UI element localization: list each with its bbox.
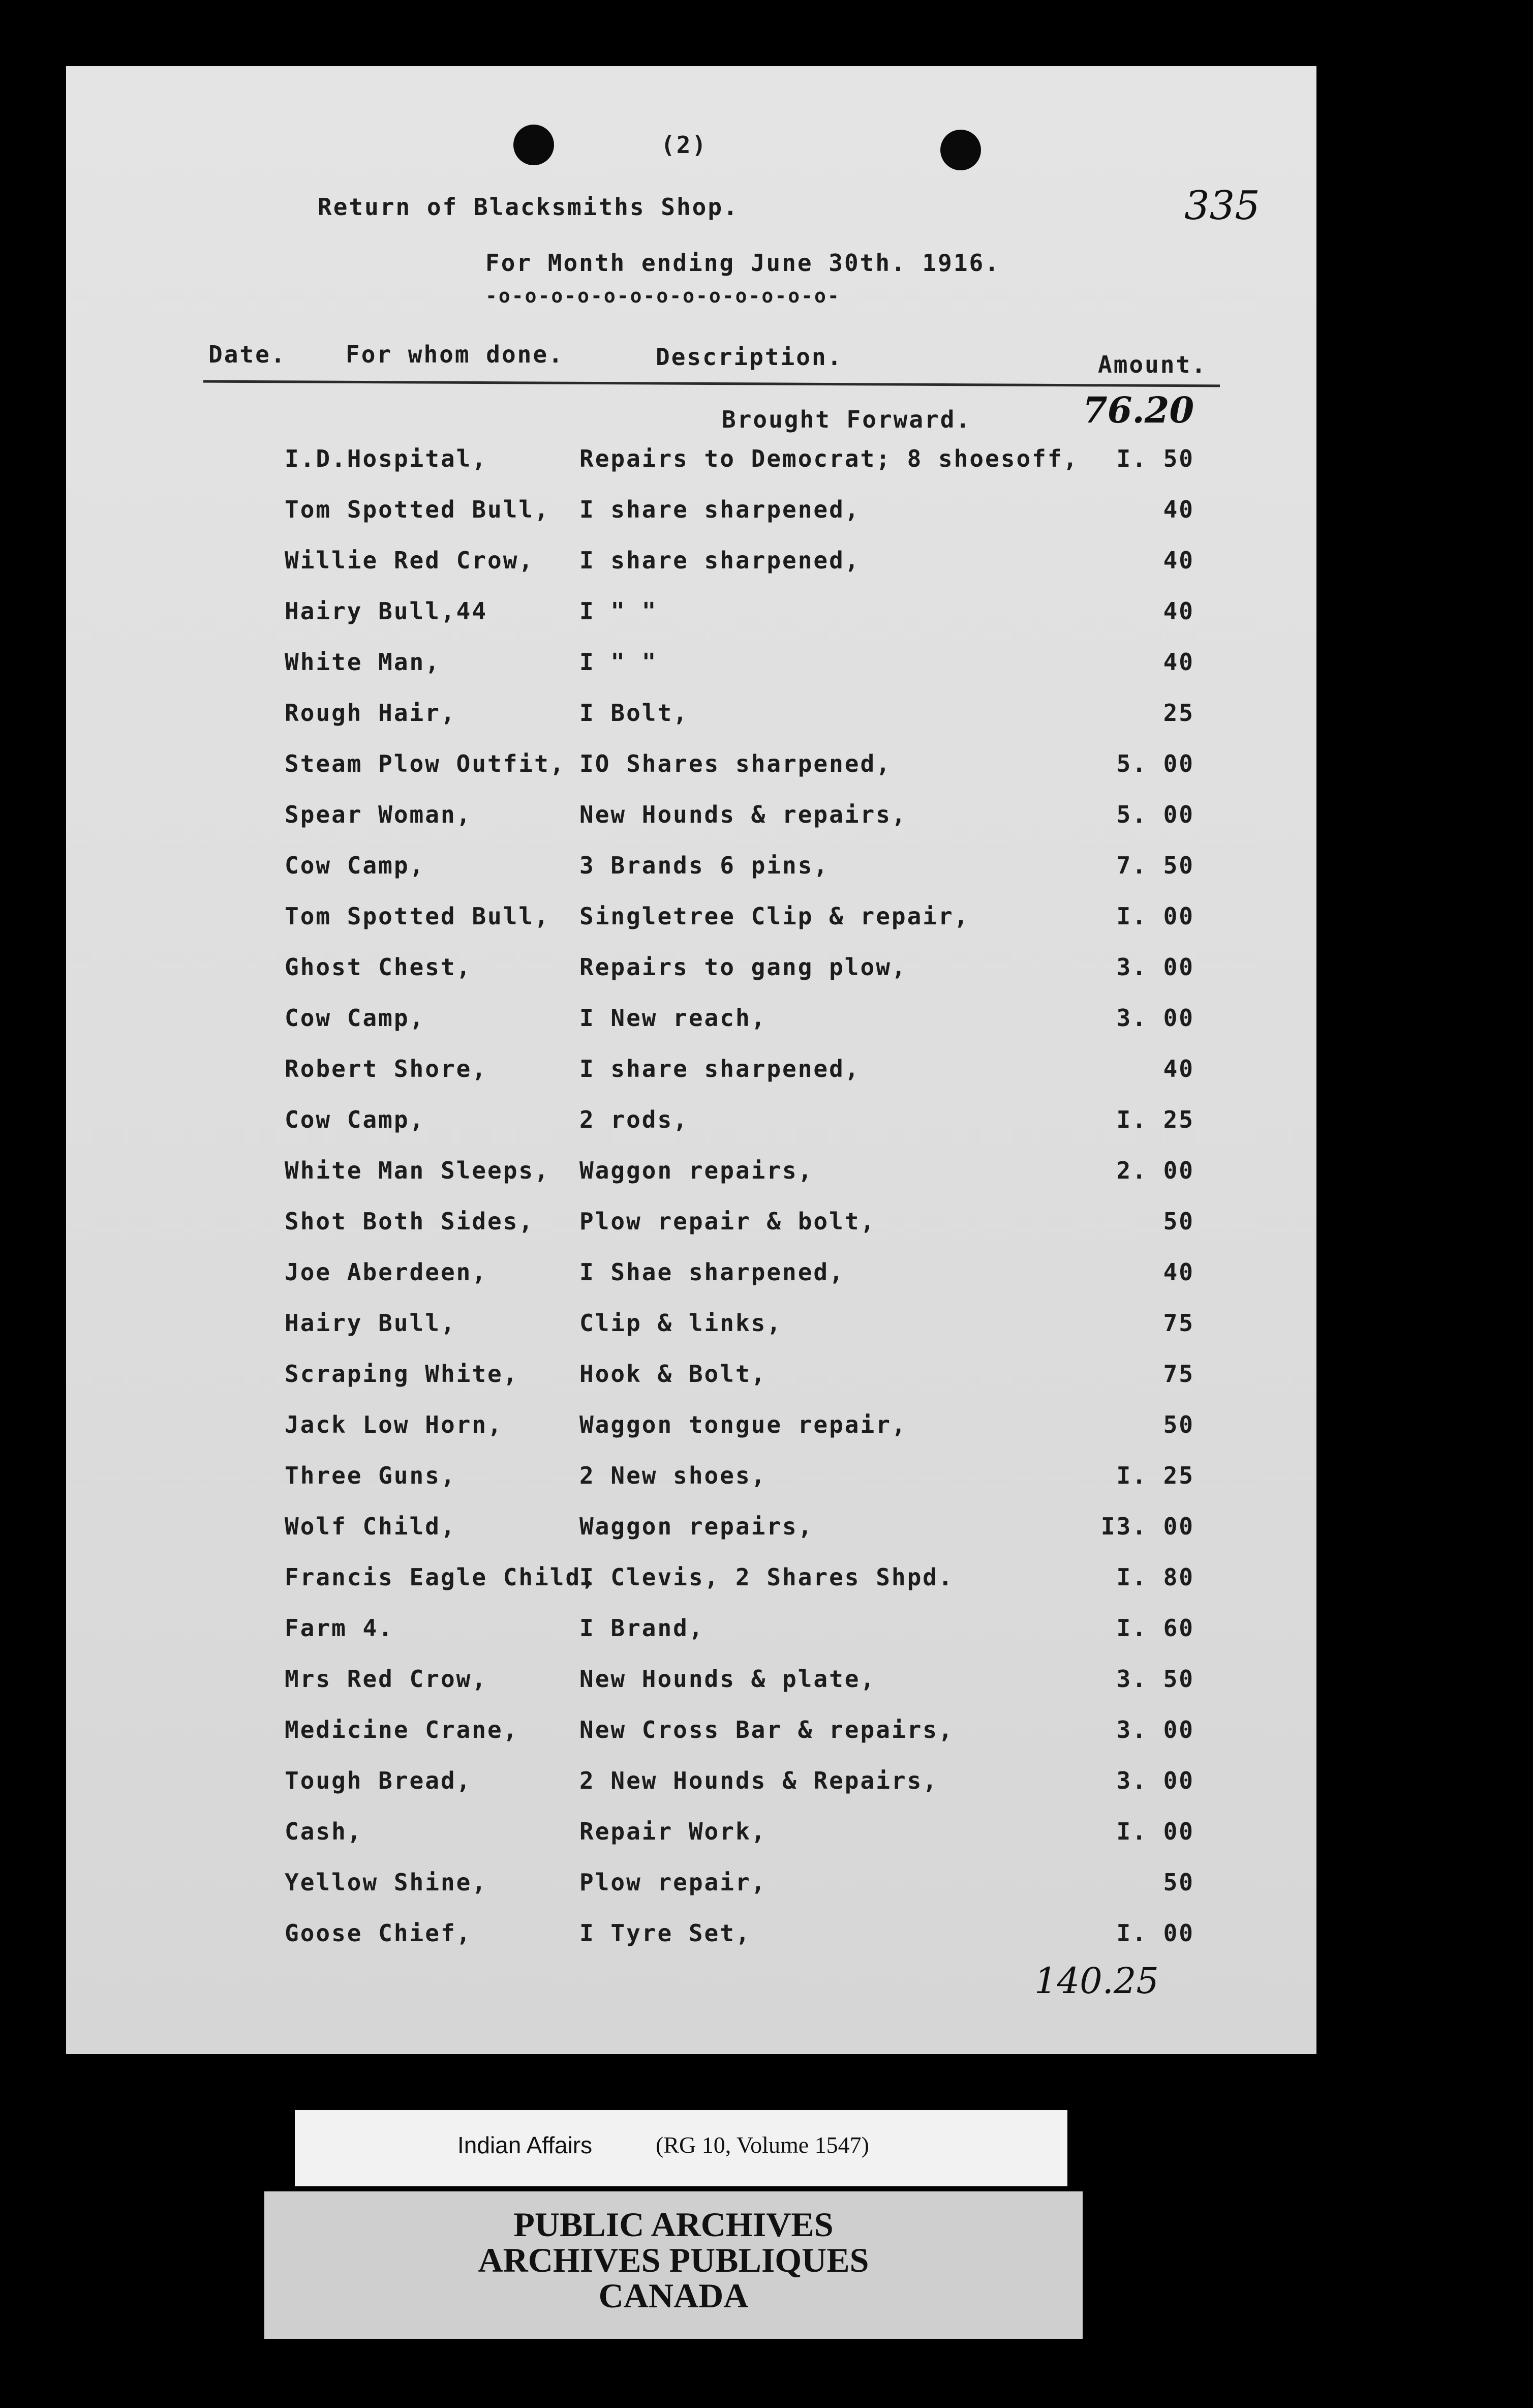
row-amount: 50	[1163, 1411, 1194, 1438]
row-name: Ghost Chest,	[285, 953, 472, 981]
brought-forward-amount: 76.20	[1083, 389, 1194, 431]
row-description: Waggon repairs,	[579, 1157, 814, 1184]
table-row	[66, 801, 1316, 831]
row-amount: I. 00	[1116, 1818, 1194, 1845]
row-name: Joe Aberdeen,	[285, 1258, 488, 1286]
handwritten-total: 140.25	[1034, 1960, 1159, 2002]
row-amount: I. 00	[1116, 1919, 1194, 1947]
row-description: I share sharpened,	[579, 547, 861, 574]
row-name: Willie Red Crow,	[285, 547, 535, 574]
table-row	[66, 445, 1316, 475]
row-name: White Man,	[285, 648, 441, 676]
row-description: I Clevis, 2 Shares Shpd.	[579, 1563, 954, 1591]
row-description: 2 rods,	[579, 1106, 689, 1133]
row-amount: 40	[1163, 597, 1194, 625]
table-row	[66, 1157, 1316, 1187]
row-description: I " "	[579, 597, 658, 625]
table-row	[66, 852, 1316, 882]
row-description: Hook & Bolt,	[579, 1360, 767, 1388]
row-description: I Tyre Set,	[579, 1919, 751, 1947]
row-name: White Man Sleeps,	[285, 1157, 550, 1184]
row-name: Cow Camp,	[285, 1106, 425, 1133]
table-row	[66, 1004, 1316, 1035]
page-number: (2)	[661, 131, 708, 159]
table-row	[66, 953, 1316, 984]
row-name: Wolf Child,	[285, 1513, 456, 1540]
table-row	[66, 699, 1316, 730]
row-description: 2 New Hounds & Repairs,	[579, 1767, 938, 1794]
row-amount: 3. 00	[1116, 953, 1194, 981]
row-amount: 3. 00	[1116, 1767, 1194, 1794]
table-row	[66, 1055, 1316, 1086]
table-row	[66, 1411, 1316, 1441]
header-rule	[203, 380, 1220, 387]
column-header-description: Description.	[656, 343, 843, 371]
row-amount: 5. 00	[1116, 750, 1194, 777]
archive-stamp-line-3: CANADA	[598, 2276, 749, 2315]
row-name: Three Guns,	[285, 1462, 456, 1489]
row-name: Hairy Bull,44	[285, 597, 488, 625]
row-description: 3 Brands 6 pins,	[579, 852, 830, 879]
row-name: Tough Bread,	[285, 1767, 472, 1794]
row-amount: I. 25	[1116, 1462, 1194, 1489]
archive-stamp-line-1: PUBLIC ARCHIVES	[513, 2205, 834, 2244]
row-name: Shot Both Sides,	[285, 1208, 535, 1235]
row-amount: 3. 00	[1116, 1716, 1194, 1743]
document-title: Return of Blacksmiths Shop.	[318, 193, 739, 221]
row-amount: 5. 00	[1116, 801, 1194, 828]
archive-stamp	[264, 2191, 1083, 2339]
table-row	[66, 1767, 1316, 1797]
document-subtitle: For Month ending June 30th. 1916.	[485, 249, 1000, 277]
row-name: Francis Eagle Child,	[285, 1563, 597, 1591]
row-description: Clip & links,	[579, 1309, 783, 1337]
table-row	[66, 1258, 1316, 1289]
table-row	[66, 750, 1316, 780]
row-amount: I. 00	[1116, 902, 1194, 930]
table-row	[66, 1919, 1316, 1950]
row-amount: 2. 00	[1116, 1157, 1194, 1184]
row-description: Repairs to gang plow,	[579, 953, 907, 981]
column-header-amount: Amount.	[1098, 351, 1207, 378]
table-row	[66, 902, 1316, 933]
row-amount: I. 50	[1116, 445, 1194, 472]
row-name: Farm 4.	[285, 1614, 394, 1642]
table-row	[66, 1360, 1316, 1391]
table-row	[66, 1106, 1316, 1136]
row-name: Goose Chief,	[285, 1919, 472, 1947]
row-name: Cash,	[285, 1818, 363, 1845]
row-amount: 50	[1163, 1869, 1194, 1896]
table-row	[66, 1309, 1316, 1340]
row-description: I New reach,	[579, 1004, 767, 1032]
archive-reference-strip	[295, 2110, 1067, 2186]
row-description: I " "	[579, 648, 658, 676]
table-row	[66, 1208, 1316, 1238]
archive-reference: (RG 10, Volume 1547)	[656, 2132, 869, 2158]
row-amount: I. 80	[1116, 1563, 1194, 1591]
row-amount: 40	[1163, 547, 1194, 574]
row-name: Medicine Crane,	[285, 1716, 519, 1743]
row-name: Yellow Shine,	[285, 1869, 488, 1896]
row-description: New Hounds & repairs,	[579, 801, 907, 828]
table-row	[66, 1818, 1316, 1848]
row-amount: 40	[1163, 496, 1194, 523]
row-name: Mrs Red Crow,	[285, 1665, 488, 1693]
punch-hole-right	[940, 130, 981, 170]
row-name: Cow Camp,	[285, 852, 425, 879]
table-row	[66, 1869, 1316, 1899]
row-name: Tom Spotted Bull,	[285, 902, 550, 930]
row-name: Jack Low Horn,	[285, 1411, 503, 1438]
row-description: I Bolt,	[579, 699, 689, 727]
row-description: Repair Work,	[579, 1818, 767, 1845]
row-description: IO Shares sharpened,	[579, 750, 892, 777]
row-description: I Brand,	[579, 1614, 704, 1642]
title-separator: -o-o-o-o-o-o-o-o-o-o-o-o-o-	[485, 285, 841, 307]
brought-forward-label: Brought Forward.	[722, 406, 972, 433]
column-header-date: Date.	[208, 341, 287, 368]
row-description: New Cross Bar & repairs,	[579, 1716, 954, 1743]
row-amount: 7. 50	[1116, 852, 1194, 879]
row-amount: 40	[1163, 648, 1194, 676]
row-description: 2 New shoes,	[579, 1462, 767, 1489]
document-page	[66, 66, 1316, 2054]
row-name: Steam Plow Outfit,	[285, 750, 566, 777]
row-amount: 75	[1163, 1360, 1194, 1388]
row-amount: 75	[1163, 1309, 1194, 1337]
row-amount: I. 25	[1116, 1106, 1194, 1133]
row-name: Tom Spotted Bull,	[285, 496, 550, 523]
row-description: Waggon tongue repair,	[579, 1411, 907, 1438]
row-description: New Hounds & plate,	[579, 1665, 876, 1693]
row-description: Repairs to Democrat; 8 shoesoff,	[579, 445, 1079, 472]
table-row	[66, 648, 1316, 679]
column-header-for-whom: For whom done.	[346, 341, 564, 368]
row-name: Scraping White,	[285, 1360, 519, 1388]
row-description: Plow repair & bolt,	[579, 1208, 876, 1235]
row-amount: 40	[1163, 1055, 1194, 1082]
row-amount: 25	[1163, 699, 1194, 727]
row-name: Robert Shore,	[285, 1055, 488, 1082]
table-row	[66, 1716, 1316, 1747]
row-description: Plow repair,	[579, 1869, 767, 1896]
row-amount: 40	[1163, 1258, 1194, 1286]
row-description: Waggon repairs,	[579, 1513, 814, 1540]
table-row	[66, 597, 1316, 628]
row-amount: I3. 00	[1100, 1513, 1194, 1540]
table-row	[66, 496, 1316, 526]
folio-number: 335	[1184, 183, 1260, 229]
row-description: Singletree Clip & repair,	[579, 902, 970, 930]
row-amount: 3. 50	[1116, 1665, 1194, 1693]
row-name: Spear Woman,	[285, 801, 472, 828]
table-row	[66, 1462, 1316, 1492]
row-amount: I. 60	[1116, 1614, 1194, 1642]
table-row	[66, 1563, 1316, 1594]
table-row	[66, 1665, 1316, 1696]
row-description: I share sharpened,	[579, 1055, 861, 1082]
row-name: Hairy Bull,	[285, 1309, 456, 1337]
table-row	[66, 1614, 1316, 1645]
row-description: I Shae sharpened,	[579, 1258, 845, 1286]
row-name: Cow Camp,	[285, 1004, 425, 1032]
archive-source: Indian Affairs	[457, 2132, 593, 2158]
row-name: I.D.Hospital,	[285, 445, 488, 472]
row-amount: 3. 00	[1116, 1004, 1194, 1032]
punch-hole-left	[513, 125, 554, 165]
table-row	[66, 547, 1316, 577]
row-amount: 50	[1163, 1208, 1194, 1235]
row-description: I share sharpened,	[579, 496, 861, 523]
archive-stamp-line-2: ARCHIVES PUBLIQUES	[478, 2241, 869, 2279]
table-row	[66, 1513, 1316, 1543]
row-name: Rough Hair,	[285, 699, 456, 727]
